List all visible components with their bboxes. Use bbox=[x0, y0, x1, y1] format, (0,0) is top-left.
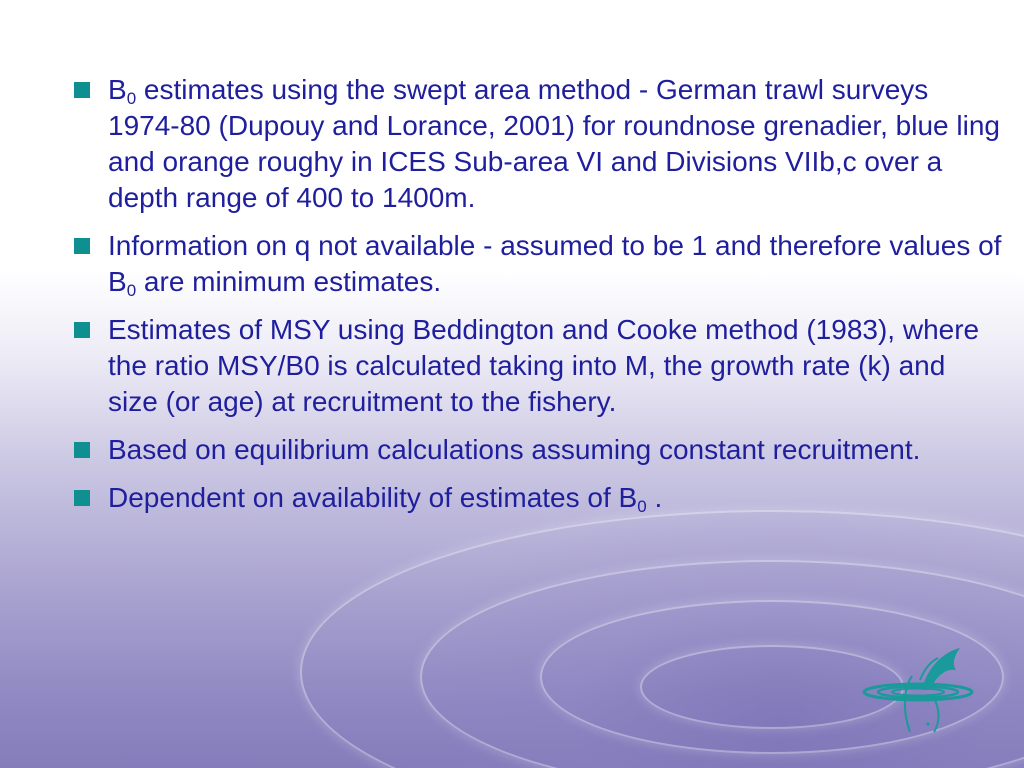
bullet-text: estimates using the swept area method - German trawl surveys 1974-80 (Dupouy and Lorance, 2001) for roundnose grenadier, blue ling and orange roughy in ICES Sub-area VI and Divisions VIIb,c over a depth range of 400 to 1400m. bbox=[108, 74, 1000, 213]
bullet-text: Information on q not available - assumed to be 1 and therefore values of B bbox=[108, 230, 1002, 297]
bullet-item-dependent bbox=[72, 480, 1002, 516]
bullet-square-icon bbox=[74, 238, 90, 254]
subscript: 0 bbox=[126, 89, 137, 108]
bullet-text: are minimum estimates. bbox=[136, 266, 442, 297]
bullet-item-b0-estimates bbox=[72, 72, 1002, 216]
bullet-text: . bbox=[646, 482, 663, 513]
subscript: 0 bbox=[126, 281, 137, 300]
bullet-text: Estimates of MSY using Beddington and Cooke method (1983), where the ratio MSY/B0 is calculated taking into M, the growth rate (k) and size (or age) at recruitment to the fishery. bbox=[108, 314, 980, 417]
bullet-square-icon bbox=[74, 322, 90, 338]
subscript: 0 bbox=[637, 497, 647, 516]
bullet-list bbox=[72, 72, 1002, 528]
bullet-text: B bbox=[108, 74, 127, 105]
bullet-item-equilibrium bbox=[72, 432, 1002, 468]
bullet-square-icon bbox=[74, 82, 90, 98]
bullet-item-q-information bbox=[72, 228, 1002, 300]
bullet-square-icon bbox=[74, 490, 90, 506]
bullet-square-icon bbox=[74, 442, 90, 458]
bullet-item-msy-estimates bbox=[72, 312, 1002, 420]
bullet-text: Based on equilibrium calculations assuming constant recruitment. bbox=[108, 434, 921, 465]
bullet-text: Dependent on availability of estimates of B bbox=[108, 482, 638, 513]
fish-ripple-logo-icon bbox=[860, 640, 990, 740]
